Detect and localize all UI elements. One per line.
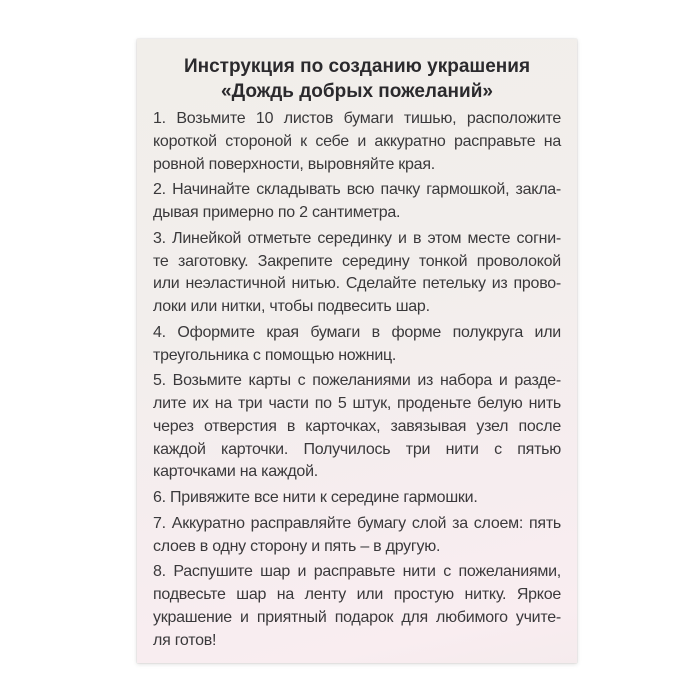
instruction-item-2 <box>153 179 561 225</box>
instruction-item-7 <box>153 513 561 559</box>
text-line: подвесьте шар на ленту или простую нитку. Яркое <box>153 586 561 603</box>
instruction-item-5 <box>153 370 561 484</box>
text-line: каждой карточки. Получилось три нити с пятью <box>153 440 561 458</box>
text-line: 7. Аккуратно расправляйте бумагу слой за слоем: пять <box>153 514 561 532</box>
instruction-card <box>137 39 577 663</box>
instruction-item-8 <box>153 561 561 652</box>
text-line: короткой стороной к себе и аккуратно расправьте на <box>153 132 561 150</box>
text-line: 4. Оформите края бумаги в форме полукруга или <box>153 323 561 341</box>
text-line: 1. Возьмите 10 листов бумаги тишью, расположите <box>153 110 561 127</box>
text-line: ровной поверхности, выровняйте края. <box>153 155 435 173</box>
text-line: ля готов! <box>153 631 217 649</box>
page-title <box>153 54 561 104</box>
text-line: 8. Распушите шар и расправьте нити с пожеланиями, <box>153 563 561 581</box>
text-line: дывая примерно по 2 сантиметра. <box>153 204 401 221</box>
text-line: те заготовку. Закрепите середину тонкой проволокой <box>153 252 561 270</box>
instruction-list <box>153 108 561 652</box>
text-line: треугольника с помощью ножниц. <box>153 346 397 364</box>
text-line: карточками на каждой. <box>153 463 318 481</box>
instruction-item-4 <box>153 322 561 368</box>
text-line: «Дождь добрых пожеланий» <box>221 81 493 102</box>
text-line: локи или нитки, чтобы подвесить шар. <box>153 298 430 315</box>
text-line: Инструкция по созданию украшения <box>183 56 531 77</box>
text-line: 5. Возьмите карты с пожеланиями из набора и разде- <box>153 372 561 390</box>
text-line: 2. Начинайте складывать всю пачку гармошкой, закла- <box>153 181 561 199</box>
text-line: украшение и приятный подарок для любимого учите- <box>153 608 561 626</box>
text-line: слоев в одну сторону и пять – в другую. <box>153 537 441 555</box>
instruction-item-6 <box>153 487 561 510</box>
text-line: через отверстия в карточках, завязывая узел после <box>153 417 561 435</box>
instruction-item-1 <box>153 108 561 176</box>
text-line: лите их на три части по 5 штук, проденьте белую нить <box>153 395 561 412</box>
text-line: или неэластичной нитью. Сделайте петельку из прово- <box>153 275 561 293</box>
text-line: 6. Привяжите все нити к середине гармошки. <box>153 489 478 506</box>
instruction-item-3 <box>153 228 561 319</box>
text-line: 3. Линейкой отметьте серединку и в этом месте согни- <box>153 229 561 247</box>
